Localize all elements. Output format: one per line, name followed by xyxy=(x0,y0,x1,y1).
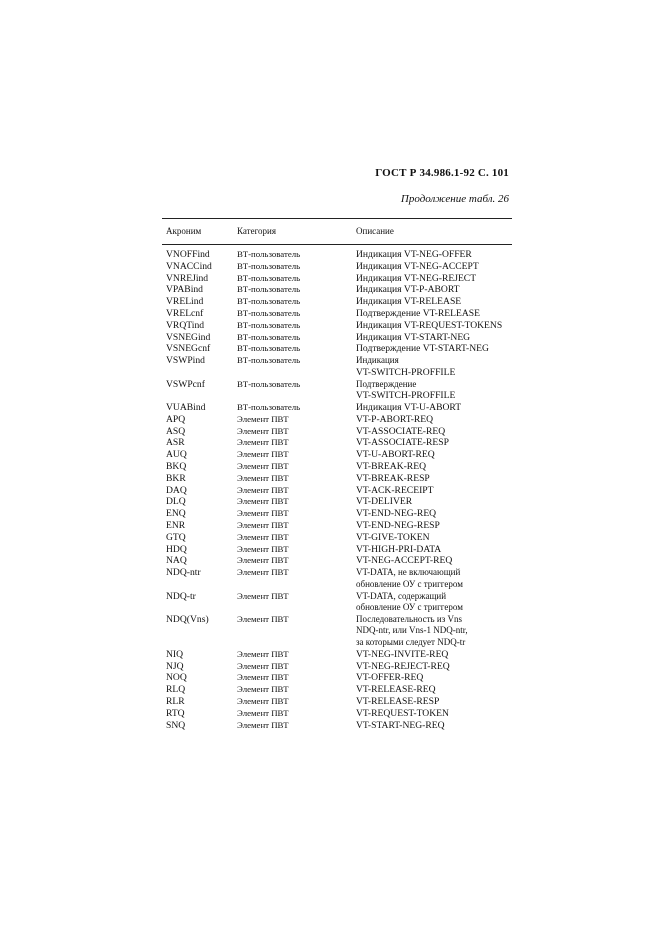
description-line: Индикация xyxy=(356,355,399,366)
category-cell: Элемент ПВТ xyxy=(237,472,289,483)
table-row xyxy=(162,343,512,355)
description-cell xyxy=(356,567,463,590)
description-cell xyxy=(356,473,430,485)
description-line: Индикация VT-P-ABORT xyxy=(356,284,460,296)
acronym-cell: VNOFFind xyxy=(166,249,210,260)
acronym-cell: VRELcnf xyxy=(166,307,204,319)
table-row xyxy=(162,332,512,344)
category-cell: ВТ-пользователь xyxy=(237,272,301,283)
acronym-cell: GTQ xyxy=(166,531,186,543)
description-line: Индикация VT-U-ABORT xyxy=(356,401,462,413)
description-cell xyxy=(356,555,452,567)
table-row xyxy=(162,402,512,414)
acronym-cell: AUQ xyxy=(166,449,187,461)
acronym-cell: VRELind xyxy=(166,296,204,308)
table-row xyxy=(162,614,512,649)
description-line: VT-END-NEG-RESP xyxy=(356,519,440,531)
description-cell xyxy=(356,343,489,355)
description-cell xyxy=(356,284,460,296)
description-cell xyxy=(356,296,461,308)
acronym-cell: NIQ xyxy=(166,648,184,660)
table-row xyxy=(162,672,512,684)
acronym-cell: DAQ xyxy=(166,484,187,496)
acronym-cell: RLR xyxy=(166,696,185,708)
column-header-category: Категория xyxy=(237,226,276,236)
category-cell: Элемент ПВТ xyxy=(237,425,289,436)
category-cell: ВТ-пользователь xyxy=(237,307,301,318)
table-row xyxy=(162,567,512,590)
acronym-cell: ASQ xyxy=(166,425,186,437)
category-cell: Элемент ПВТ xyxy=(237,684,289,695)
description-cell xyxy=(356,461,426,473)
acronym-cell: VSNEGcnf xyxy=(166,343,211,355)
acronym-cell: RLQ xyxy=(166,684,186,696)
description-line: VT-DELIVER xyxy=(356,496,413,508)
acronym-cell: VSWPind xyxy=(166,355,205,367)
category-cell: ВТ-пользователь xyxy=(237,343,301,354)
description-line: Индикация VT-NEG-REJECT xyxy=(356,272,477,284)
table-row xyxy=(162,720,512,732)
table-row xyxy=(162,684,512,696)
table-row xyxy=(162,555,512,567)
acronym-cell: NOQ xyxy=(166,672,187,684)
table-row xyxy=(162,261,512,273)
description-cell xyxy=(356,273,476,285)
description-line: VT-SWITCH-PROFFILE xyxy=(356,390,456,402)
description-cell xyxy=(356,672,423,684)
description-line: Индикация VT-RELEASE xyxy=(356,296,462,308)
category-cell: Элемент ПВТ xyxy=(237,696,289,707)
description-line: VT-NEG-REJECT-REQ xyxy=(356,660,450,672)
category-cell: Элемент ПВТ xyxy=(237,648,289,659)
description-line: VT-RELEASE-RESP xyxy=(356,696,440,708)
description-cell xyxy=(356,485,433,497)
acronym-cell: VNACCind xyxy=(166,260,212,272)
description-line: обновление ОУ с триггером xyxy=(356,602,463,613)
table-row xyxy=(162,708,512,720)
description-cell xyxy=(356,449,435,461)
table-caption: Продолжение табл. 26 xyxy=(400,193,509,205)
description-line: Подтверждение VT-RELEASE xyxy=(356,307,480,319)
category-cell: Элемент ПВТ xyxy=(237,413,289,424)
description-cell xyxy=(356,308,480,320)
table-row xyxy=(162,426,512,438)
description-cell xyxy=(356,720,445,732)
description-cell xyxy=(356,355,455,378)
category-cell: Элемент ПВТ xyxy=(237,719,289,730)
description-line: VT-END-NEG-REQ xyxy=(356,508,437,520)
table-row xyxy=(162,661,512,673)
description-cell xyxy=(356,661,450,673)
table-row xyxy=(162,485,512,497)
description-cell xyxy=(356,696,439,708)
description-line: VT-GIVE-TOKEN xyxy=(356,531,430,543)
table-row xyxy=(162,449,512,461)
description-line: Последовательность из Vns xyxy=(356,613,463,624)
table-header xyxy=(162,218,512,245)
category-cell: Элемент ПВТ xyxy=(237,707,289,718)
acronym-cell: RTQ xyxy=(166,707,185,719)
description-cell xyxy=(356,426,445,438)
table-row xyxy=(162,355,512,378)
acronym-cell: VNREJind xyxy=(166,272,209,284)
table-row xyxy=(162,461,512,473)
category-cell: Элемент ПВТ xyxy=(237,590,289,601)
description-line: VT-ASSOCIATE-REQ xyxy=(356,425,446,437)
description-line: VT-NEG-ACCEPT-REQ xyxy=(356,555,453,567)
category-cell: Элемент ПВТ xyxy=(237,567,289,578)
description-cell xyxy=(356,591,463,614)
description-cell xyxy=(356,532,430,544)
acronym-cell: VUABind xyxy=(166,401,206,413)
description-cell xyxy=(356,332,470,344)
column-header-description: Описание xyxy=(356,226,394,236)
table-body xyxy=(162,245,512,731)
category-cell: Элемент ПВТ xyxy=(237,437,289,448)
category-cell: ВТ-пользователь xyxy=(237,378,301,389)
description-line: VT-DATA, содержащий xyxy=(356,590,447,601)
table-row xyxy=(162,308,512,320)
description-line: VT-BREAK-RESP xyxy=(356,472,430,484)
description-cell xyxy=(356,520,440,532)
description-cell xyxy=(356,708,449,720)
acronym-table xyxy=(162,218,512,731)
page-header: ГОСТ Р 34.986.1-92 С. 101 xyxy=(375,167,509,179)
category-cell: Элемент ПВТ xyxy=(237,660,289,671)
category-cell: Элемент ПВТ xyxy=(237,519,289,530)
description-line: VT-DATA, не включающий xyxy=(356,567,461,578)
description-line: Индикация VT-NEG-ACCEPT xyxy=(356,260,479,272)
description-cell xyxy=(356,508,436,520)
category-cell: ВТ-пользователь xyxy=(237,284,301,295)
table-row xyxy=(162,696,512,708)
category-cell: Элемент ПВТ xyxy=(237,449,289,460)
description-cell xyxy=(356,379,455,402)
acronym-cell: ENR xyxy=(166,519,186,531)
description-line: Подтверждение xyxy=(356,378,417,389)
category-cell: Элемент ПВТ xyxy=(237,460,289,471)
acronym-cell: VRQTind xyxy=(166,319,205,331)
description-line: VT-REQUEST-TOKEN xyxy=(356,707,449,719)
table-row xyxy=(162,379,512,402)
acronym-cell: SNQ xyxy=(166,719,186,731)
category-cell: Элемент ПВТ xyxy=(237,484,289,495)
category-cell: Элемент ПВТ xyxy=(237,672,289,683)
acronym-cell: NDQ-tr xyxy=(166,590,196,602)
acronym-cell: ENQ xyxy=(166,508,186,520)
description-line: Подтверждение VT-START-NEG xyxy=(356,343,489,355)
description-cell xyxy=(356,614,468,649)
table-row xyxy=(162,591,512,614)
table-row xyxy=(162,532,512,544)
column-header-acronym: Акроним xyxy=(166,226,202,236)
description-cell xyxy=(356,496,412,508)
category-cell: ВТ-пользователь xyxy=(237,260,301,271)
category-cell: Элемент ПВТ xyxy=(237,543,289,554)
acronym-cell: VSNEGind xyxy=(166,331,211,343)
table-row xyxy=(162,320,512,332)
description-line: VT-START-NEG-REQ xyxy=(356,719,445,731)
description-line: VT-U-ABORT-REQ xyxy=(356,449,435,461)
table-row xyxy=(162,520,512,532)
description-cell xyxy=(356,249,472,261)
description-cell xyxy=(356,402,461,414)
acronym-cell: NAQ xyxy=(166,555,187,567)
description-cell xyxy=(356,414,433,426)
category-cell: ВТ-пользователь xyxy=(237,401,301,412)
acronym-cell: NDQ(Vns) xyxy=(166,613,209,625)
description-cell xyxy=(356,320,502,332)
acronym-cell: NDQ-ntr xyxy=(166,567,201,579)
acronym-cell: ASR xyxy=(166,437,185,449)
description-cell xyxy=(356,684,436,696)
table-row xyxy=(162,296,512,308)
description-line: VT-HIGH-PRI-DATA xyxy=(356,543,442,555)
acronym-cell: NJQ xyxy=(166,660,184,672)
acronym-cell: VPABind xyxy=(166,284,203,296)
table-row xyxy=(162,508,512,520)
description-cell xyxy=(356,437,449,449)
table-row xyxy=(162,249,512,261)
table-row xyxy=(162,414,512,426)
description-line: VT-BREAK-REQ xyxy=(356,460,426,472)
table-row xyxy=(162,544,512,556)
category-cell: ВТ-пользователь xyxy=(237,249,301,259)
description-cell xyxy=(356,649,448,661)
table-row xyxy=(162,473,512,485)
table-row xyxy=(162,649,512,661)
description-line: VT-P-ABORT-REQ xyxy=(356,413,434,425)
acronym-cell: BKQ xyxy=(166,460,187,472)
description-line: Индикация VT-NEG-OFFER xyxy=(356,249,472,260)
table-row xyxy=(162,496,512,508)
description-line: VT-NEG-INVITE-REQ xyxy=(356,648,449,660)
acronym-cell: BKR xyxy=(166,472,186,484)
description-line: VT-ACK-RECEIPT xyxy=(356,484,434,496)
category-cell: ВТ-пользователь xyxy=(237,296,301,307)
acronym-cell: VSWPcnf xyxy=(166,378,205,390)
description-cell xyxy=(356,544,441,556)
category-cell: ВТ-пользователь xyxy=(237,331,301,342)
description-line: Индикация VT-START-NEG xyxy=(356,331,471,343)
description-line: VT-ASSOCIATE-RESP xyxy=(356,437,449,449)
category-cell: Элемент ПВТ xyxy=(237,555,289,566)
description-line: за которыми следует NDQ-tr xyxy=(356,637,466,648)
category-cell: ВТ-пользователь xyxy=(237,355,301,366)
category-cell: Элемент ПВТ xyxy=(237,496,289,507)
description-line: VT-RELEASE-REQ xyxy=(356,684,436,696)
table-row xyxy=(162,437,512,449)
category-cell: Элемент ПВТ xyxy=(237,508,289,519)
table-row xyxy=(162,284,512,296)
description-line: Индикация VT-REQUEST-TOKENS xyxy=(356,319,503,331)
acronym-cell: DLQ xyxy=(166,496,186,508)
description-line: NDQ-ntr, или Vns-1 NDQ-ntr, xyxy=(356,625,468,636)
description-line: VT-SWITCH-PROFFILE xyxy=(356,366,456,378)
description-line: VT-OFFER-REQ xyxy=(356,672,424,684)
table-row xyxy=(162,273,512,285)
acronym-cell: APQ xyxy=(166,413,186,425)
acronym-cell: HDQ xyxy=(166,543,187,555)
category-cell: Элемент ПВТ xyxy=(237,531,289,542)
category-cell: ВТ-пользователь xyxy=(237,319,301,330)
category-cell: Элемент ПВТ xyxy=(237,613,289,624)
description-line: обновление ОУ с триггером xyxy=(356,578,463,589)
description-cell xyxy=(356,261,479,273)
